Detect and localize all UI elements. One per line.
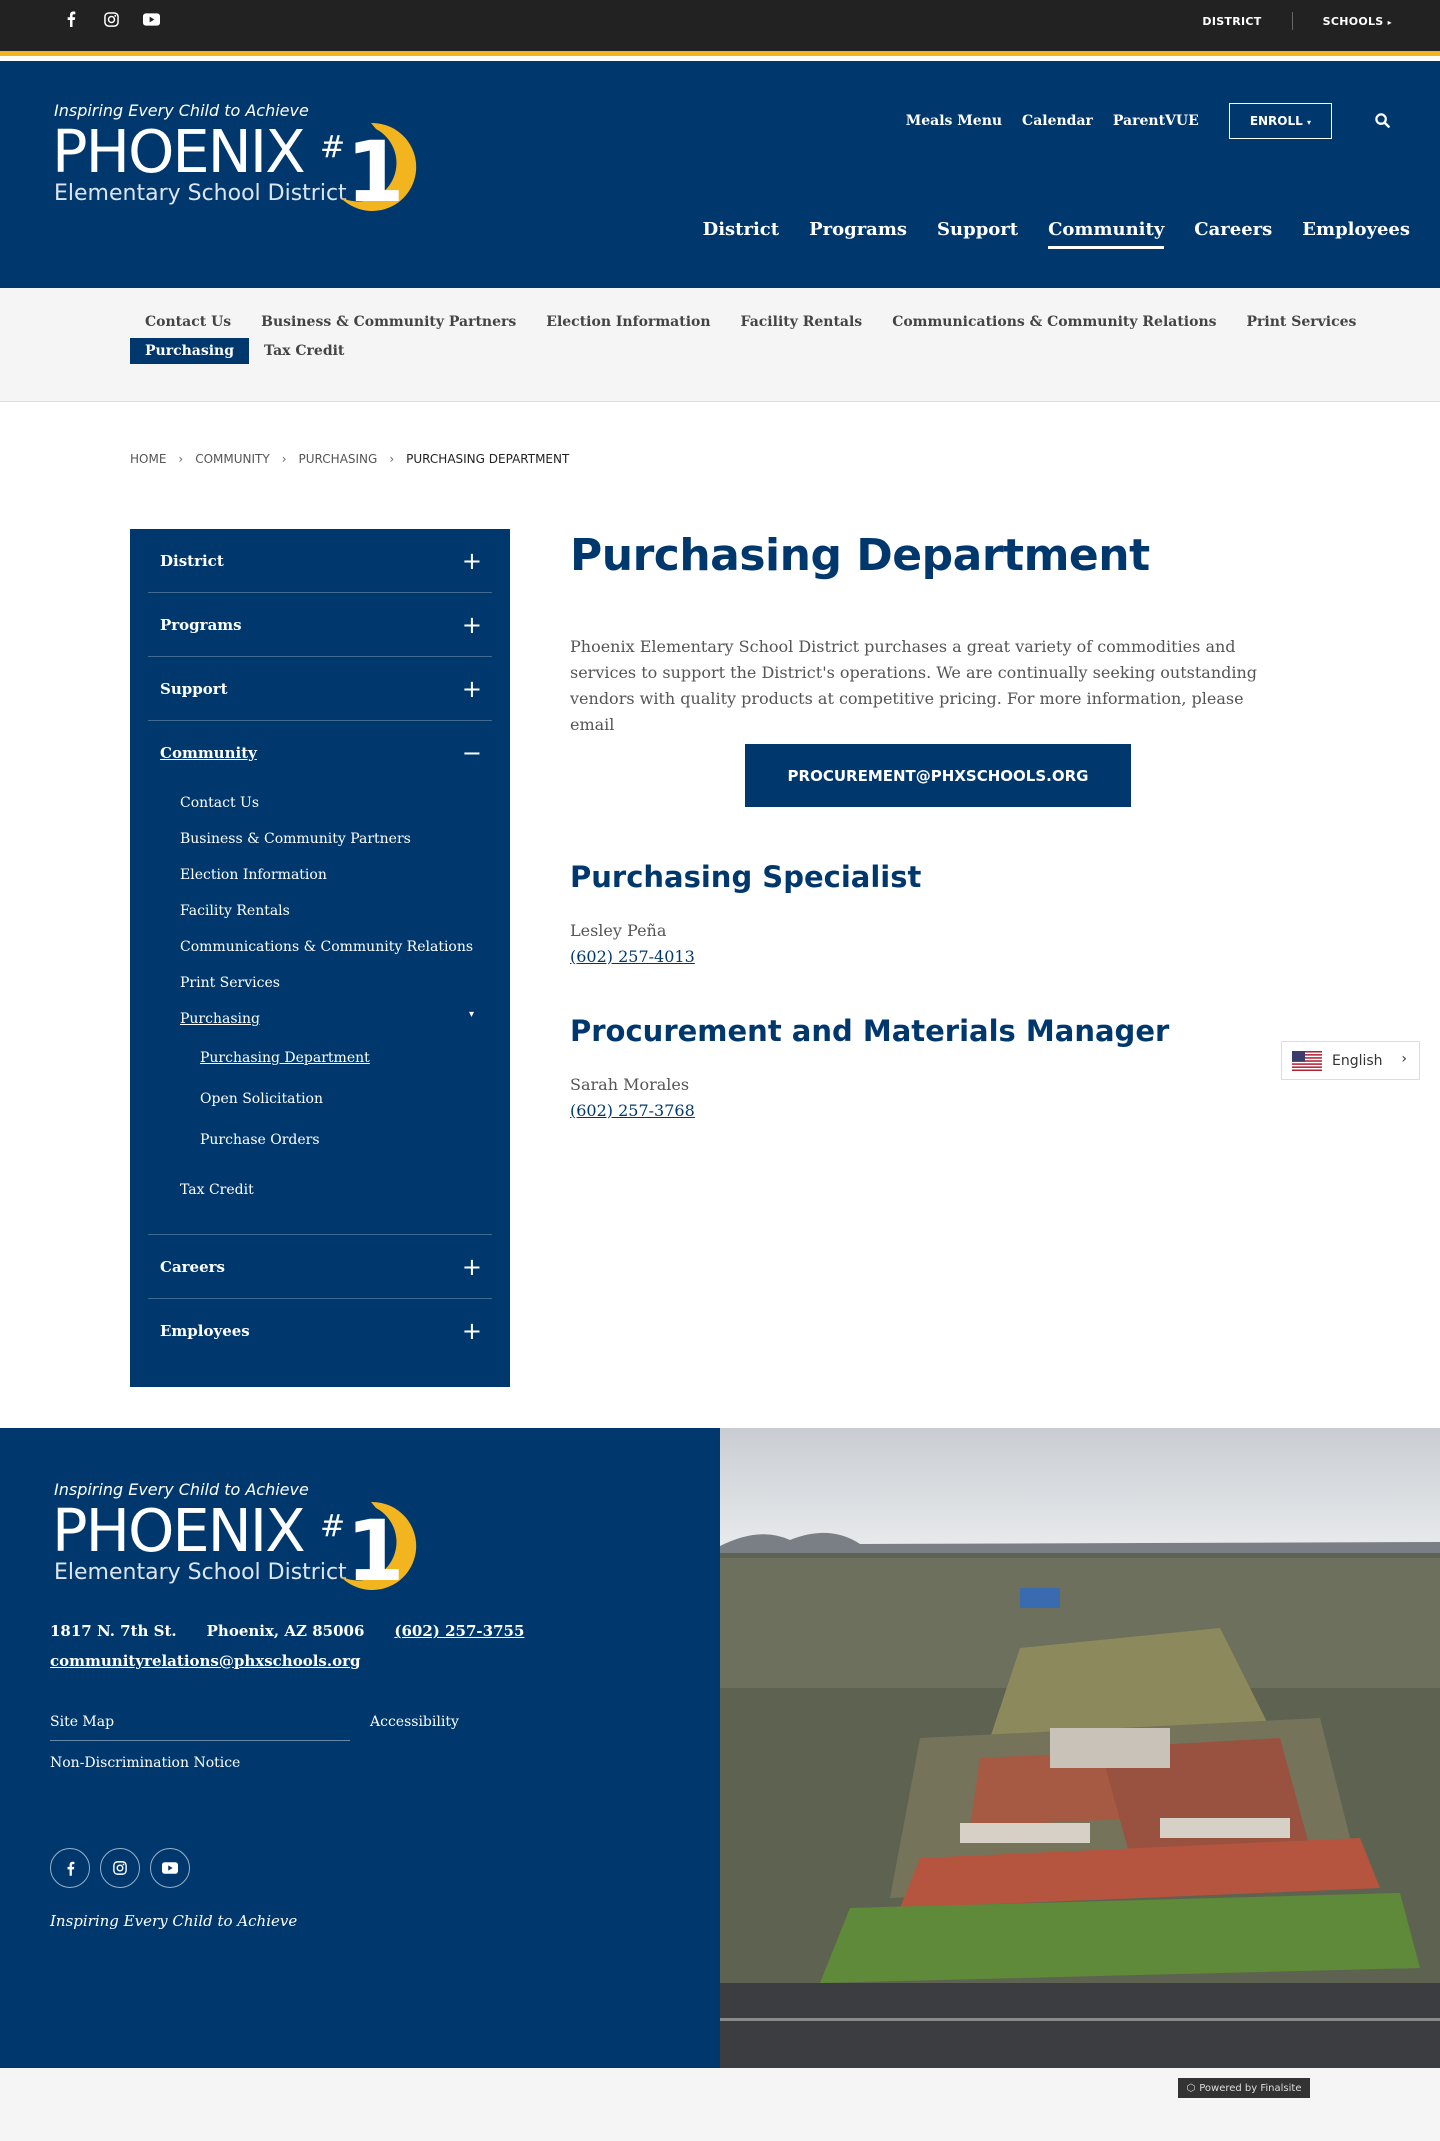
breadcrumb [130,452,569,466]
sidebar-community-heading[interactable] [160,721,492,785]
district-top-link[interactable]: DISTRICT [1202,14,1262,28]
chevron-right-icon: › [1401,1051,1407,1067]
footer-city: Phoenix, AZ 85006 [206,1622,365,1640]
powered-by-label: Powered by Finalsite [1199,2082,1302,2094]
campus-aerial-photo [720,1428,1440,2068]
youtube-icon[interactable] [150,1848,190,1888]
section-subnav [0,288,1440,402]
contact-name: Lesley Peña [570,921,667,940]
sidebar-subitem-tax-credit[interactable]: Tax Credit [180,1182,254,1198]
logo-name: PHOENIX [52,117,304,186]
subnav-purchasing[interactable]: Purchasing [130,338,249,364]
instagram-icon[interactable] [100,1848,140,1888]
sidebar-item-label: Careers [160,1257,225,1276]
top-links-divider [1292,12,1293,30]
subnav-election-information[interactable]: Election Information [546,314,711,330]
procurement-email-button[interactable]: PROCUREMENT@PHXSCHOOLS.ORG [745,744,1131,807]
footer-street: 1817 N. 7th St. [50,1622,177,1640]
sidebar-subitem-label: Purchasing Department [200,1049,370,1066]
top-social-links [60,8,162,30]
contact-role-heading: Purchasing Specialist [570,860,922,894]
subnav-row-1 [130,309,1371,335]
minus-icon[interactable]: − [461,739,482,767]
sidebar-subitem-print-services[interactable]: Print Services [180,975,280,991]
breadcrumb-current: PURCHASING DEPARTMENT [406,452,570,466]
sidebar-subitem-purchasing-department[interactable] [160,1037,492,1078]
subnav-contact-us[interactable]: Contact Us [145,314,232,330]
nav-community[interactable]: Community [1048,219,1164,249]
powered-by-finalsite[interactable] [1178,2078,1310,2098]
youtube-icon[interactable] [140,8,162,30]
footer-logo[interactable] [54,1480,434,1600]
nav-district[interactable]: District [702,219,780,240]
logo-subtitle: Elementary School District [54,181,347,206]
caret-right-icon: ▸ [1387,17,1392,27]
contact-card [570,918,695,970]
enroll-button[interactable] [1229,103,1332,139]
finalsite-icon: ⬡ [1186,2082,1196,2094]
logo-name: PHOENIX [52,1496,304,1565]
breadcrumb-community[interactable]: COMMUNITY [195,452,270,466]
top-links [1202,12,1392,30]
sidebar-subitem-contact-us[interactable]: Contact Us [180,795,260,811]
chevron-right-icon: › [281,452,287,466]
meals-menu-link[interactable]: Meals Menu [905,113,1003,129]
sidebar-subitem-purchasing[interactable] [160,1001,492,1037]
chevron-right-icon: › [389,452,395,466]
non-discrimination-link[interactable]: Non-Discrimination Notice [50,1755,241,1771]
logo-hash: # [320,1509,346,1544]
sidebar-item-careers[interactable] [148,1235,492,1299]
main-nav [703,219,1410,249]
sidebar-nav [130,529,510,1387]
sidebar-item-support[interactable] [148,657,492,721]
page-title: Purchasing Department [570,530,1150,581]
main-content [570,530,1300,1120]
sidebar-subitem-facility-rentals[interactable]: Facility Rentals [180,903,290,919]
nav-programs[interactable]: Programs [809,219,908,240]
sidebar-item-label: Community [160,744,257,762]
nav-employees[interactable]: Employees [1302,219,1410,240]
us-flag-icon [1292,1051,1322,1071]
community-subitems [160,785,492,1208]
calendar-link[interactable]: Calendar [1022,113,1093,129]
parentvue-link[interactable]: ParentVUE [1112,113,1199,129]
schools-top-link[interactable] [1323,15,1392,28]
breadcrumb-purchasing[interactable]: PURCHASING [298,452,378,466]
nav-careers[interactable]: Careers [1194,219,1273,240]
subnav-communications[interactable]: Communications & Community Relations [892,314,1217,330]
facebook-icon[interactable] [50,1848,90,1888]
contact-role-heading: Procurement and Materials Manager [570,1014,1170,1048]
subnav-row-2 [130,338,359,364]
sidebar-subitem-open-solicitation[interactable]: Open Solicitation [200,1090,324,1107]
subnav-print-services[interactable]: Print Services [1246,314,1357,330]
sidebar-subitem-label: Purchasing [180,1011,260,1027]
sidebar-item-community [148,721,492,1235]
logo-subtitle: Elementary School District [54,1560,347,1585]
subnav-business-partners[interactable]: Business & Community Partners [261,314,517,330]
utility-nav [906,103,1332,139]
sidebar-subitem-purchase-orders[interactable]: Purchase Orders [200,1131,320,1148]
chevron-right-icon: › [178,452,184,466]
plus-icon[interactable]: + [461,611,482,639]
breadcrumb-home[interactable]: HOME [130,452,167,466]
sidebar-item-programs[interactable] [148,593,492,657]
sidebar-subitem-election-information[interactable]: Election Information [180,867,327,883]
accessibility-link[interactable]: Accessibility [370,1714,459,1730]
sidebar-item-label: Support [160,679,228,698]
facebook-icon[interactable] [60,8,82,30]
plus-icon[interactable]: + [461,675,482,703]
plus-icon[interactable]: + [461,1253,482,1281]
language-label: English [1332,1052,1383,1069]
logo-number-mark [316,115,426,215]
district-logo[interactable] [54,101,434,221]
contact-name: Sarah Morales [570,1075,690,1094]
top-bar [0,0,1440,56]
logo-tagline: Inspiring Every Child to Achieve [54,101,309,120]
contact-phone-link[interactable]: (602) 257-4013 [570,947,695,966]
footer-phone-link[interactable]: (602) 257-3755 [394,1622,525,1640]
logo-number: 1 [346,1502,405,1594]
language-selector[interactable] [1281,1041,1420,1080]
chevron-down-icon: ▾ [1306,118,1311,127]
caret-down-icon[interactable]: ▾ [468,1009,474,1020]
schools-label: SCHOOLS [1322,14,1384,28]
site-map-link[interactable]: Site Map [50,1714,350,1741]
footer-social-links [50,1848,190,1888]
footer-info-panel [0,1428,720,2068]
search-icon[interactable] [1375,113,1390,132]
site-header [0,61,1440,288]
sidebar-item-label: Employees [160,1322,250,1340]
footer-email-link[interactable]: communityrelations@phxschools.org [50,1652,361,1670]
logo-hash: # [320,130,346,165]
sidebar-item-label: District [160,551,224,570]
logo-number-mark [316,1494,426,1594]
contact-phone-link[interactable]: (602) 257-3768 [570,1101,695,1120]
site-footer [0,1428,1440,2068]
nav-support[interactable]: Support [937,219,1019,240]
enroll-label: ENROLL [1249,114,1303,128]
sidebar-subitem-communications[interactable]: Communications & Community Relations [180,939,474,955]
subnav-tax-credit[interactable]: Tax Credit [264,343,345,359]
sidebar-item-district[interactable] [148,529,492,593]
footer-address [50,1622,524,1640]
logo-tagline: Inspiring Every Child to Achieve [54,1480,309,1499]
plus-icon[interactable]: + [461,1317,482,1345]
bottom-bar [0,2068,1440,2141]
instagram-icon[interactable] [100,8,122,30]
logo-number: 1 [346,123,405,215]
intro-paragraph: Phoenix Elementary School District purchases a great variety of commodities and services to support the District's operations. We are continually seeking outstanding vendors with quality products at competitive pricing. For more information, please email [570,637,1258,734]
sidebar-subitem-business-partners[interactable]: Business & Community Partners [180,831,411,847]
contact-card [570,1072,695,1124]
sidebar-item-employees[interactable] [148,1299,492,1363]
sidebar-item-label: Programs [160,615,242,634]
subnav-facility-rentals[interactable]: Facility Rentals [740,314,863,330]
plus-icon[interactable]: + [461,547,482,575]
footer-motto: Inspiring Every Child to Achieve [50,1912,298,1930]
